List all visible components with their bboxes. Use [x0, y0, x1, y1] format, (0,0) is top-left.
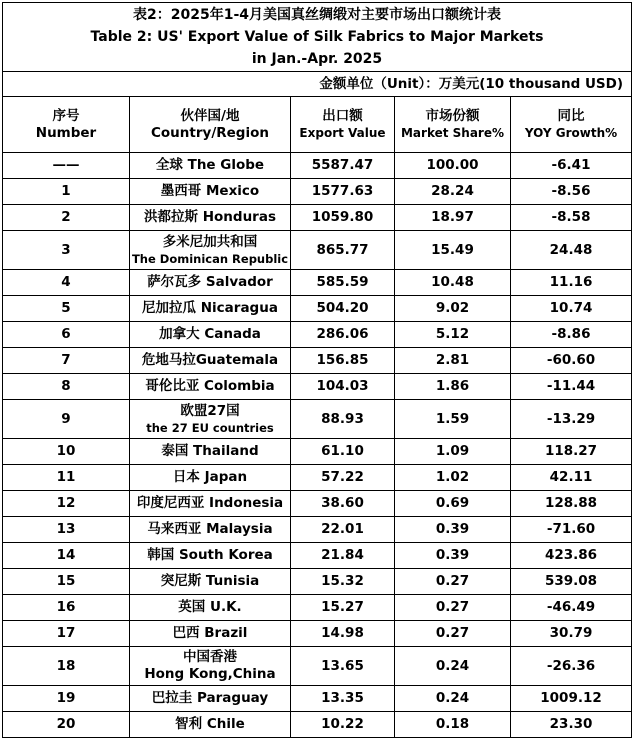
title-en-line2: in Jan.-Apr. 2025: [251, 51, 383, 67]
table-row: [3, 621, 632, 647]
cell-country: 英国 U.K.: [130, 595, 291, 621]
header-yoy: [511, 97, 632, 153]
cell-country: 突尼斯 Tunisia: [130, 569, 291, 595]
cell-yoy-growth: 11.16: [511, 270, 632, 296]
cell-country-zh: 欧盟27国: [180, 402, 240, 419]
cell-market-share: 0.69: [395, 491, 511, 517]
cell-number: 8: [3, 374, 130, 400]
cell-number: 2: [3, 205, 130, 231]
cell-market-share: 0.39: [395, 517, 511, 543]
cell-export-value: 504.20: [291, 296, 395, 322]
table-row: [3, 374, 632, 400]
cell-yoy-growth: -8.56: [511, 179, 632, 205]
cell-export-value: 13.35: [291, 686, 395, 712]
cell-yoy-growth: -11.44: [511, 374, 632, 400]
table-row: [3, 517, 632, 543]
cell-country: 洪都拉斯 Honduras: [130, 205, 291, 231]
cell-country: 智利 Chile: [130, 712, 291, 738]
cell-export-value: 156.85: [291, 348, 395, 374]
header-yoy-en: YOY Growth%: [524, 125, 618, 140]
cell-country-zh: 中国香港: [183, 649, 237, 665]
cell-number: 3: [3, 231, 130, 270]
cell-export-value: 1577.63: [291, 179, 395, 205]
cell-number: 10: [3, 439, 130, 465]
cell-yoy-growth: -71.60: [511, 517, 632, 543]
cell-number: 1: [3, 179, 130, 205]
cell-export-value: 865.77: [291, 231, 395, 270]
cell-country: 马来西亚 Malaysia: [130, 517, 291, 543]
cell-country-en: Hong Kong,China: [144, 666, 276, 682]
header-share: [395, 97, 511, 153]
cell-yoy-growth: -13.29: [511, 400, 632, 439]
cell-country: 萨尔瓦多 Salvador: [130, 270, 291, 296]
header-yoy-zh: 同比: [557, 107, 585, 124]
cell-number: 17: [3, 621, 130, 647]
cell-export-value: 57.22: [291, 465, 395, 491]
cell-yoy-growth: -8.58: [511, 205, 632, 231]
cell-market-share: 0.18: [395, 712, 511, 738]
cell-market-share: 15.49: [395, 231, 511, 270]
header-country-zh: 伙伴国/地: [180, 107, 240, 124]
cell-market-share: 1.02: [395, 465, 511, 491]
table-row: [3, 569, 632, 595]
cell-market-share: 9.02: [395, 296, 511, 322]
cell-market-share: 28.24: [395, 179, 511, 205]
cell-export-value: 15.32: [291, 569, 395, 595]
cell-yoy-growth: 24.48: [511, 231, 632, 270]
cell-number: 16: [3, 595, 130, 621]
cell-country: 尼加拉瓜 Nicaragua: [130, 296, 291, 322]
cell-country: 巴拉圭 Paraguay: [130, 686, 291, 712]
header-country: [130, 97, 291, 153]
cell-market-share: 0.27: [395, 621, 511, 647]
cell-country: 韩国 South Korea: [130, 543, 291, 569]
table-row: [3, 322, 632, 348]
cell-country: 加拿大 Canada: [130, 322, 291, 348]
cell-market-share: 0.39: [395, 543, 511, 569]
cell-export-value: 14.98: [291, 621, 395, 647]
table-row: [3, 647, 632, 686]
cell-market-share: 1.59: [395, 400, 511, 439]
cell-yoy-growth: -46.49: [511, 595, 632, 621]
table-row: [3, 712, 632, 738]
cell-market-share: 18.97: [395, 205, 511, 231]
cell-number: 4: [3, 270, 130, 296]
cell-export-value: 585.59: [291, 270, 395, 296]
header-export: [291, 97, 395, 153]
data-table-sheet: [2, 2, 631, 738]
cell-yoy-growth: 128.88: [511, 491, 632, 517]
cell-market-share: 0.27: [395, 569, 511, 595]
cell-market-share: 0.27: [395, 595, 511, 621]
cell-yoy-growth: -60.60: [511, 348, 632, 374]
cell-number: 20: [3, 712, 130, 738]
table-row: [3, 400, 632, 439]
table-row: [3, 465, 632, 491]
cell-export-value: 286.06: [291, 322, 395, 348]
header-country-en: Country/Region: [151, 124, 269, 141]
cell-export-value: 1059.80: [291, 205, 395, 231]
table-title: [3, 3, 632, 72]
export-table: [2, 2, 632, 738]
table-row: [3, 686, 632, 712]
cell-number: 9: [3, 400, 130, 439]
cell-country: 日本 Japan: [130, 465, 291, 491]
cell-yoy-growth: -6.41: [511, 153, 632, 179]
cell-number: 15: [3, 569, 130, 595]
table-row: [3, 231, 632, 270]
table-row: [3, 595, 632, 621]
cell-market-share: 1.86: [395, 374, 511, 400]
table-row: [3, 439, 632, 465]
cell-country: [130, 400, 291, 439]
cell-country: 全球 The Globe: [130, 153, 291, 179]
cell-number: 18: [3, 647, 130, 686]
cell-export-value: 61.10: [291, 439, 395, 465]
header-share-en: Market Share%: [400, 125, 505, 140]
header-number-zh: 序号: [52, 107, 80, 124]
cell-market-share: 0.24: [395, 686, 511, 712]
cell-yoy-growth: -8.86: [511, 322, 632, 348]
cell-country: [130, 231, 291, 270]
cell-country-en: The Dominican Republic: [131, 251, 289, 266]
cell-export-value: 22.01: [291, 517, 395, 543]
cell-country: 印度尼西亚 Indonesia: [130, 491, 291, 517]
table-row: [3, 296, 632, 322]
cell-yoy-growth: 23.30: [511, 712, 632, 738]
cell-yoy-growth: 30.79: [511, 621, 632, 647]
cell-country: 墨西哥 Mexico: [130, 179, 291, 205]
cell-market-share: 10.48: [395, 270, 511, 296]
cell-yoy-growth: -26.36: [511, 647, 632, 686]
cell-market-share: 1.09: [395, 439, 511, 465]
cell-number: 11: [3, 465, 130, 491]
cell-market-share: 100.00: [395, 153, 511, 179]
cell-country-zh: 多米尼加共和国: [162, 233, 258, 250]
table-row: [3, 179, 632, 205]
cell-export-value: 15.27: [291, 595, 395, 621]
header-number: [3, 97, 130, 153]
cell-market-share: 5.12: [395, 322, 511, 348]
cell-number: 12: [3, 491, 130, 517]
header-row: [3, 97, 632, 153]
cell-number: 14: [3, 543, 130, 569]
cell-market-share: 2.81: [395, 348, 511, 374]
cell-yoy-growth: 423.86: [511, 543, 632, 569]
cell-yoy-growth: 118.27: [511, 439, 632, 465]
cell-yoy-growth: 1009.12: [511, 686, 632, 712]
cell-country: 泰国 Thailand: [130, 439, 291, 465]
cell-yoy-growth: 10.74: [511, 296, 632, 322]
title-en-line1: Table 2: US' Export Value of Silk Fabrics to Major Markets: [90, 29, 544, 45]
cell-export-value: 21.84: [291, 543, 395, 569]
table-row: [3, 491, 632, 517]
cell-export-value: 104.03: [291, 374, 395, 400]
cell-number: 13: [3, 517, 130, 543]
table-row: [3, 348, 632, 374]
cell-country-en: the 27 EU countries: [146, 420, 274, 435]
cell-country: [130, 647, 291, 686]
cell-market-share: 0.24: [395, 647, 511, 686]
cell-export-value: 88.93: [291, 400, 395, 439]
table-row: [3, 205, 632, 231]
cell-number: 7: [3, 348, 130, 374]
cell-export-value: 5587.47: [291, 153, 395, 179]
cell-export-value: 13.65: [291, 647, 395, 686]
cell-export-value: 10.22: [291, 712, 395, 738]
title-zh: 表2：2025年1-4月美国真丝绸缎对主要市场出口额统计表: [133, 7, 502, 23]
cell-yoy-growth: 539.08: [511, 569, 632, 595]
table-row: [3, 153, 632, 179]
cell-number: 19: [3, 686, 130, 712]
header-number-en: Number: [35, 124, 97, 141]
header-export-zh: 出口额: [322, 107, 363, 124]
header-share-zh: 市场份额: [425, 107, 480, 124]
cell-yoy-growth: 42.11: [511, 465, 632, 491]
header-export-en: Export Value: [299, 125, 386, 140]
cell-country: 危地马拉Guatemala: [130, 348, 291, 374]
cell-number: ——: [3, 153, 130, 179]
unit-label: 金额单位（Unit）：万美元(10 thousand USD): [3, 72, 632, 97]
cell-number: 5: [3, 296, 130, 322]
cell-number: 6: [3, 322, 130, 348]
cell-country: 巴西 Brazil: [130, 621, 291, 647]
cell-export-value: 38.60: [291, 491, 395, 517]
cell-country: 哥伦比亚 Colombia: [130, 374, 291, 400]
table-row: [3, 543, 632, 569]
table-row: [3, 270, 632, 296]
